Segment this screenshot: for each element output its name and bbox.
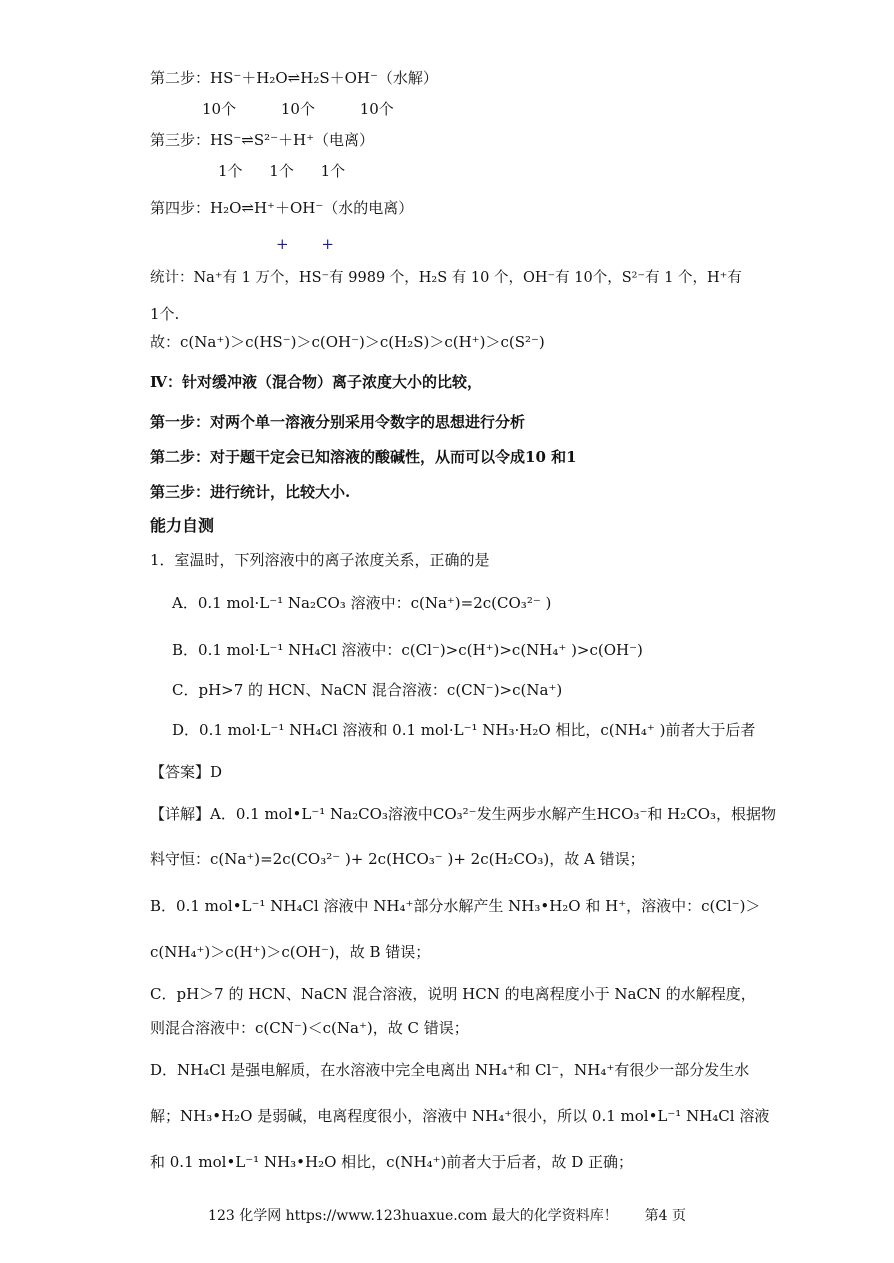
option-a: A．0.1 mol·L⁻¹ Na₂CO₃ 溶液中：c(Na⁺)=2c(CO₃²⁻ ) — [172, 594, 552, 612]
answer-line: 【答案】D — [150, 763, 223, 781]
explanation-b: B．0.1 mol•L⁻¹ NH₄Cl 溶液中 NH₄⁺部分水解产生 NH₃•H₂O 和 H⁺，溶液中：c(Cl⁻)＞ — [150, 897, 761, 915]
option-d: D．0.1 mol·L⁻¹ NH₄Cl 溶液和 0.1 mol·L⁻¹ NH₃·H₂O 相比，c(NH₄⁺ )前者大于后者 — [172, 721, 756, 739]
line-buffer-step1: 第一步：对两个单一溶液分别采用令数字的思想进行分析 — [150, 413, 526, 431]
explanation-d: D．NH₄Cl 是强电解质，在水溶液中完全电离出 NH₄⁺和 Cl⁻，NH₄⁺有很少一部分发生水 — [150, 1061, 750, 1079]
footer-page-number: 第4 页 — [644, 1208, 686, 1224]
line-step4-plus: + + — [276, 235, 334, 253]
question-1: 1．室温时，下列溶液中的离子浓度关系，正确的是 — [150, 551, 490, 569]
line-step4-equation: 第四步：H₂O⇌H⁺＋OH⁻（水的电离） — [150, 199, 414, 217]
line-step2-equation: 第二步：HS⁻＋H₂O⇌H₂S＋OH⁻（水解） — [150, 69, 438, 87]
line-step3-equation: 第三步：HS⁻⇌S²⁻＋H⁺（电离） — [150, 131, 375, 149]
page-footer — [0, 1205, 894, 1225]
explanation-a-cont: 料守恒：c(Na⁺)=2c(CO₃²⁻ )+ 2c(HCO₃⁻ )+ 2c(H₂CO₃)，故 A 错误； — [150, 850, 645, 868]
option-c: C．pH>7 的 HCN、NaCN 混合溶液：c(CN⁻)>c(Na⁺) — [172, 681, 563, 699]
line-step2-counts: 10个 10个 10个 — [202, 100, 394, 118]
explanation-b-cont: c(NH₄⁺)＞c(H⁺)＞c(OH⁻)，故 B 错误； — [150, 943, 431, 961]
explanation-c: C．pH＞7 的 HCN、NaCN 混合溶液，说明 HCN 的电离程度小于 NaCN 的水解程度， — [150, 985, 756, 1003]
heading-buffer-comparison: Ⅳ：针对缓冲液（混合物）离子浓度大小的比较， — [150, 373, 483, 391]
explanation-c-cont: 则混合溶液中：c(CN⁻)＜c(Na⁺)，故 C 错误； — [150, 1019, 469, 1037]
option-b: B．0.1 mol·L⁻¹ NH₄Cl 溶液中：c(Cl⁻)>c(H⁺)>c(NH₄⁺ )>c(OH⁻) — [172, 641, 643, 659]
heading-self-test: 能力自测 — [150, 516, 215, 535]
line-conclusion: 故：c(Na⁺)＞c(HS⁻)＞c(OH⁻)＞c(H₂S)＞c(H⁺)＞c(S²⁻) — [150, 333, 545, 351]
line-step3-counts: 1个 1个 1个 — [218, 162, 346, 180]
footer-site-text: 123 化学网 https://www.123huaxue.com 最大的化学资料库！ — [208, 1208, 618, 1224]
line-buffer-step2: 第二步：对于题干定会已知溶液的酸碱性，从而可以令成10 和1 — [150, 448, 577, 466]
line-statistics: 统计：Na⁺有 1 万个，HS⁻有 9989 个，H₂S 有 10 个，OH⁻有 10个，S²⁻有 1 个，H⁺有 — [150, 270, 742, 286]
explanation-d-cont: 解；NH₃•H₂O 是弱碱，电离程度很小，溶液中 NH₄⁺很小，所以 0.1 mol•L⁻¹ NH₄Cl 溶液 — [150, 1107, 770, 1125]
line-statistics-cont: 1个. — [150, 305, 180, 323]
explanation-a: 【详解】A．0.1 mol•L⁻¹ Na₂CO₃溶液中CO₃²⁻发生两步水解产生HCO₃⁻和 H₂CO₃，根据物 — [150, 805, 777, 823]
line-buffer-step3: 第三步：进行统计，比较大小. — [150, 483, 351, 501]
explanation-d-end: 和 0.1 mol•L⁻¹ NH₃•H₂O 相比，c(NH₄⁺)前者大于后者，故 D 正确； — [150, 1153, 633, 1171]
